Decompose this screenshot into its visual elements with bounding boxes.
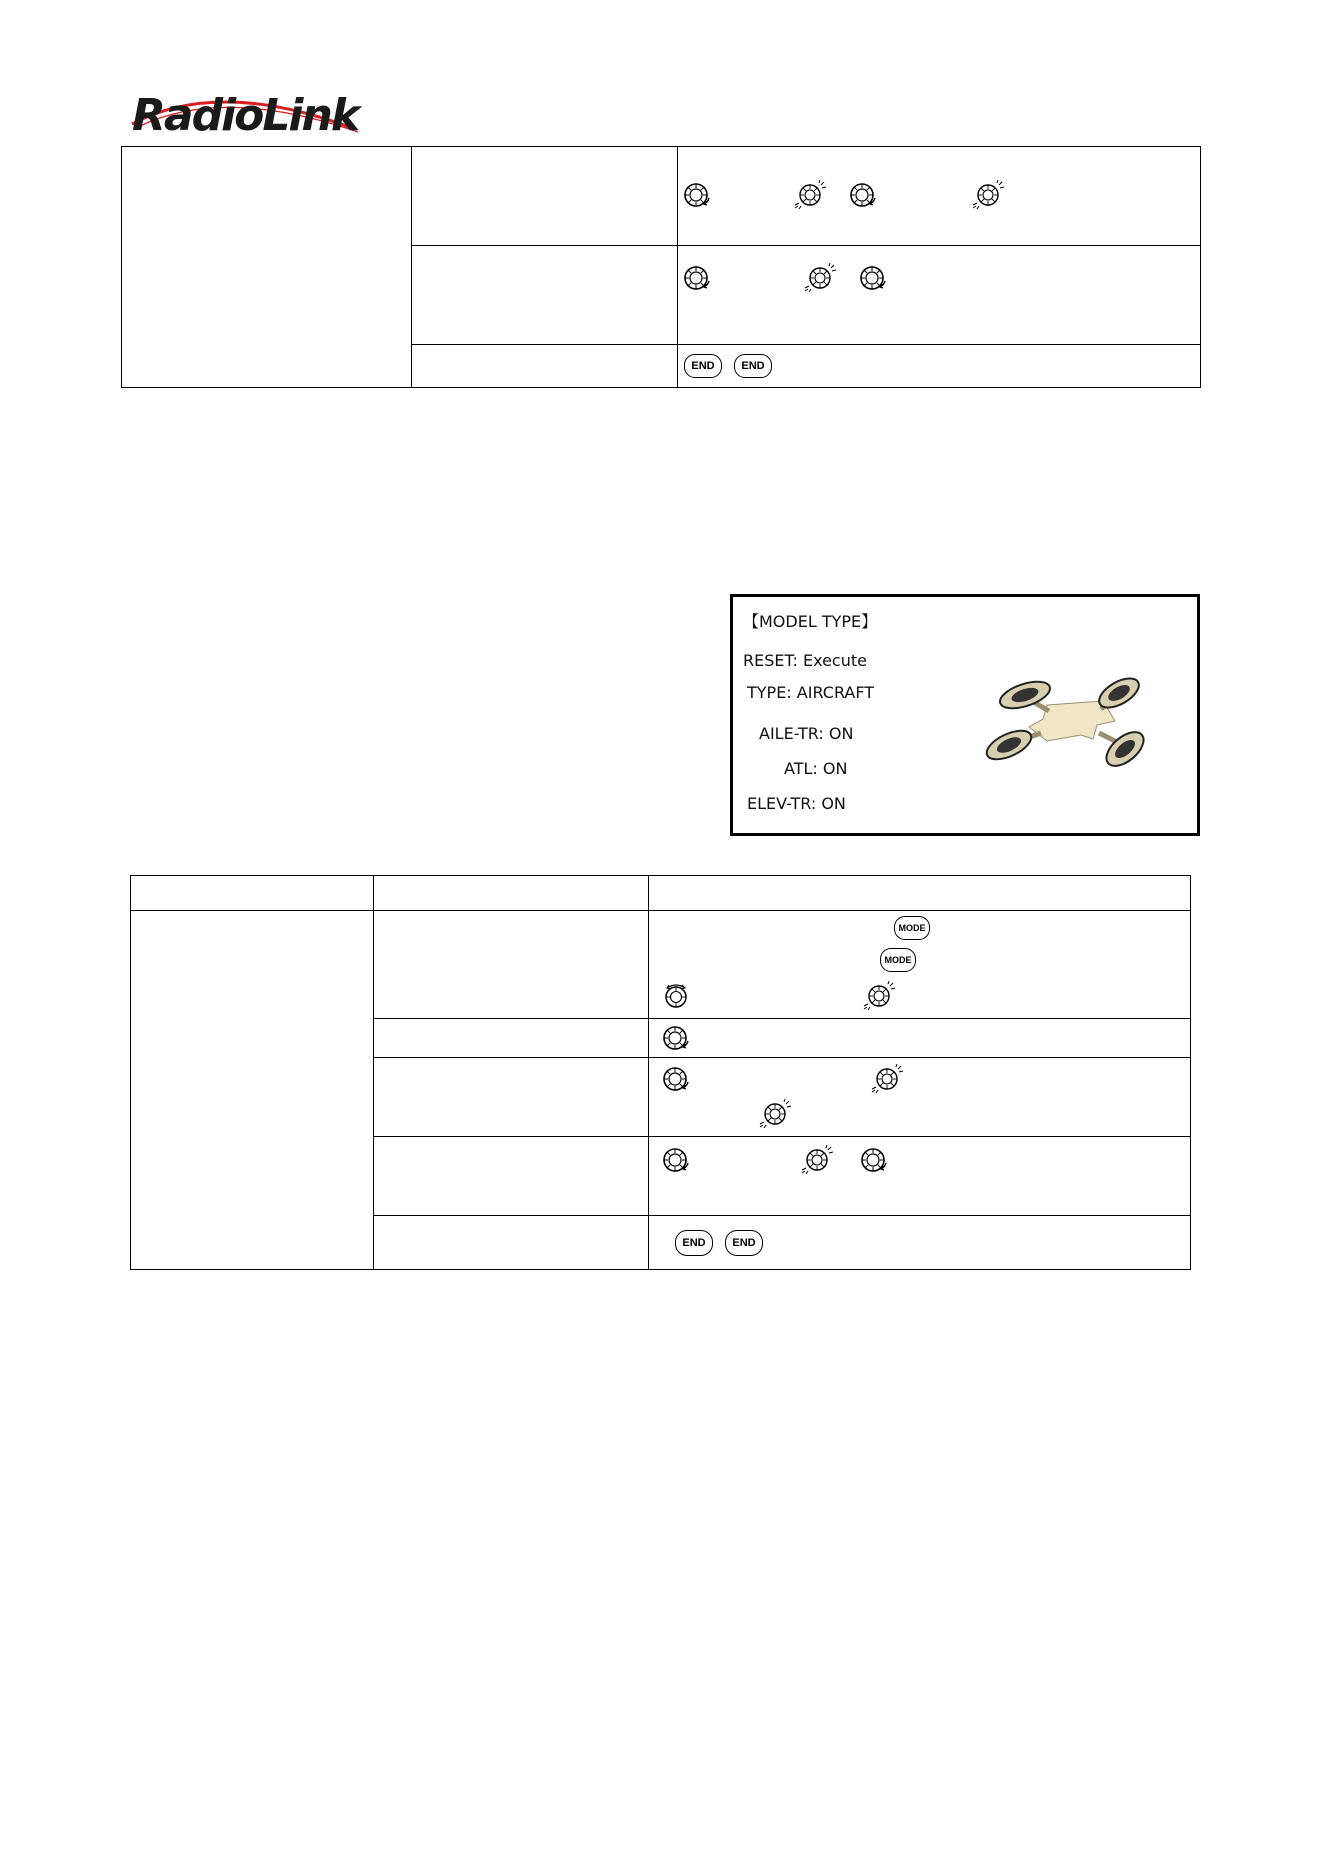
dial-rotate-icon [682, 180, 712, 210]
reset-setting: RESET: Execute [743, 651, 867, 670]
dial-rotate-icon [859, 1145, 889, 1175]
dial-push-icon [755, 1098, 795, 1128]
model-type-screen [730, 594, 1200, 836]
dial-push-icon [867, 1063, 907, 1093]
bottom-table-instruction-cell [649, 911, 1191, 1019]
bottom-table-step-cell [374, 1137, 649, 1216]
dial-turn-both-icon [661, 981, 691, 1011]
dial-rotate-icon [858, 263, 888, 293]
bottom-table-header-cell [131, 876, 374, 911]
dial-push-icon [800, 262, 840, 292]
bottom-table-header-cell [374, 876, 649, 911]
dial-rotate-icon [661, 1064, 691, 1094]
dial-push-icon [797, 1144, 837, 1174]
bottom-table-instruction-cell [649, 1019, 1191, 1058]
end-button-icon [725, 1230, 763, 1256]
bottom-table-step-cell [374, 1216, 649, 1270]
end-button-icon [734, 354, 772, 378]
dial-push-icon [968, 179, 1008, 209]
dial-push-icon [859, 980, 899, 1010]
bottom-settings-table [130, 875, 1191, 1270]
dial-rotate-icon [661, 1023, 691, 1053]
bottom-table-instruction-cell [649, 1137, 1191, 1216]
bottom-table-instruction-cell [649, 1216, 1191, 1270]
mode-label: MODE [898, 923, 926, 933]
top-table-step-cell [412, 345, 678, 388]
type-setting: TYPE: AIRCRAFT [747, 683, 875, 702]
end-label: END [741, 360, 765, 372]
top-table-instruction-cell [678, 345, 1201, 388]
dial-rotate-icon [661, 1145, 691, 1175]
atl-setting: ATL: ON [784, 759, 848, 778]
top-table-step-cell [412, 246, 678, 345]
end-label: END [691, 360, 715, 372]
end-button-icon [675, 1230, 713, 1256]
mode-label: MODE [884, 955, 912, 965]
bottom-table-instruction-cell [649, 1058, 1191, 1137]
logo-text: RadioLink [132, 90, 359, 141]
bottom-table-header-cell [649, 876, 1191, 911]
top-table-group-cell [122, 147, 412, 388]
aile-tr-setting: AILE-TR: ON [759, 724, 854, 743]
screen-title: 【MODEL TYPE】 [743, 612, 878, 631]
top-table-instruction-cell [678, 147, 1201, 246]
end-label: END [682, 1236, 706, 1249]
aircraft-drone-icon [985, 675, 1157, 771]
mode-button-icon [894, 916, 930, 940]
mode-button-icon [880, 948, 916, 972]
top-table-step-cell [412, 147, 678, 246]
top-settings-table [121, 146, 1201, 388]
bottom-table-step-cell [374, 911, 649, 1019]
end-label: END [732, 1236, 756, 1249]
elev-tr-setting: ELEV-TR: ON [747, 794, 846, 813]
dial-push-icon [790, 179, 830, 209]
dial-rotate-icon [682, 263, 712, 293]
bottom-table-step-cell [374, 1019, 649, 1058]
top-table-instruction-cell [678, 246, 1201, 345]
radiolink-logo [128, 84, 364, 144]
end-button-icon [684, 354, 722, 378]
dial-rotate-icon [848, 180, 878, 210]
bottom-table-step-cell [374, 1058, 649, 1137]
bottom-table-group-cell [131, 911, 374, 1270]
